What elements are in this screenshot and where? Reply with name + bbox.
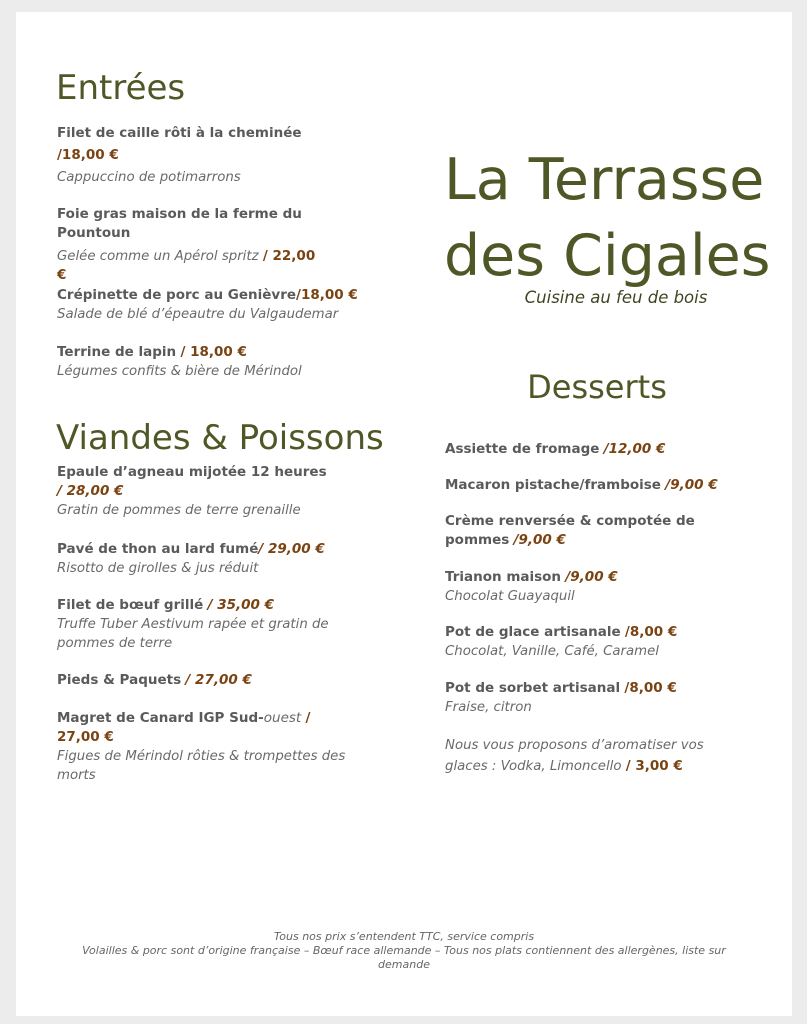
desserts-heading: Desserts (527, 368, 667, 406)
item-price: /12,00 € (603, 441, 666, 457)
item-name: Terrine de lapin (57, 344, 177, 360)
restaurant-title-line2: des Cigales (444, 223, 771, 289)
item-name: Pot de sorbet artisanal (445, 680, 621, 696)
item-price: / 22,00 € (57, 248, 316, 283)
item-name: Trianon maison (445, 569, 562, 585)
item-price: /9,00 € (513, 532, 566, 548)
menu-item (445, 440, 785, 459)
item-price: /8,00 € (624, 680, 677, 696)
item-name: Pavé de thon au lard fumé (57, 541, 259, 557)
restaurant-title-line1: La Terrasse (444, 147, 765, 213)
item-price: / 27,00 € (185, 672, 252, 688)
dessert-note (445, 735, 735, 777)
menu-page (16, 12, 792, 1016)
item-desc: Cappuccino de potimarrons (57, 170, 241, 185)
item-name-suffix: ouest (263, 710, 302, 726)
item-price: /8,00 € (624, 624, 678, 640)
item-name: Filet de caille rôti à la cheminée (57, 125, 302, 141)
item-name: Magret de Canard IGP Sud- (57, 710, 264, 726)
item-name: Assiette de fromage (445, 441, 600, 457)
menu-item (57, 124, 375, 187)
item-price: / 28,00 € (57, 483, 124, 499)
item-name: Epaule d’agneau mijotée 12 heures (57, 464, 327, 480)
item-name: Crépinette de porc au Genièvre (57, 287, 297, 303)
menu-item (445, 512, 715, 550)
menu-item (57, 343, 375, 381)
menu-item (445, 623, 785, 661)
item-desc: Chocolat, Vanille, Café, Caramel (445, 644, 659, 659)
menu-item (57, 671, 375, 690)
item-name: Foie gras maison de la ferme du Pountoun (57, 206, 302, 241)
item-desc: Risotto de girolles & jus réduit (57, 561, 259, 576)
item-price: 27,00 € (57, 729, 114, 745)
menu-item (445, 476, 785, 495)
menu-item (57, 596, 357, 653)
menu-item (57, 709, 367, 785)
footer (56, 930, 752, 972)
item-name: Crème renversée & compotée de pommes (445, 513, 695, 548)
item-desc: Figues de Mérindol rôties & trompettes des morts (57, 749, 346, 783)
menu-item (57, 205, 317, 285)
item-name: Macaron pistache/framboise (445, 477, 661, 493)
note-text: Nous vous proposons d’aromatiser vos glaces : Vodka, Limoncello (445, 738, 704, 774)
item-desc: Fraise, citron (445, 700, 532, 715)
item-desc: Gelée comme un Apérol spritz (57, 249, 259, 264)
item-price: / 35,00 € (207, 597, 275, 613)
item-name: Filet de bœuf grillé (57, 597, 204, 613)
menu-item (445, 568, 745, 606)
item-desc: Gratin de pommes de terre grenaille (57, 503, 301, 518)
footer-line: Volailles & porc sont d’origine française – Bœuf race allemande – Tous nos plats contiennent des allergènes, liste sur demande (82, 944, 726, 971)
item-price: / 29,00 € (258, 541, 325, 557)
footer-line: Tous nos prix s’entendent TTC, service compris (273, 930, 535, 943)
menu-item (57, 540, 397, 578)
item-price: /18,00 € (296, 287, 358, 303)
item-price: / 18,00 € (180, 344, 247, 360)
item-name: Pot de glace artisanale (445, 624, 621, 640)
item-name: Pieds & Paquets (57, 672, 182, 688)
item-price: /9,00 € (565, 569, 618, 585)
menu-item (57, 286, 397, 324)
menu-item (445, 679, 785, 717)
item-desc: Truffe Tuber Aestivum rapée et gratin de pommes de terre (57, 617, 329, 651)
item-desc: Chocolat Guayaquil (445, 589, 575, 604)
entrees-heading: Entrées (56, 68, 186, 108)
item-price: /9,00 € (665, 477, 718, 493)
restaurant-subtitle: Cuisine au feu de bois (524, 288, 708, 307)
viandes-heading: Viandes & Poissons (56, 418, 384, 458)
item-desc: Légumes confits & bière de Mérindol (57, 364, 302, 379)
menu-item (57, 463, 375, 520)
price-slash: / (305, 710, 311, 726)
item-desc: Salade de blé d’épeautre du Valgaudemar (57, 307, 339, 322)
note-price: / 3,00 € (625, 758, 683, 774)
item-price: /18,00 € (57, 147, 119, 163)
